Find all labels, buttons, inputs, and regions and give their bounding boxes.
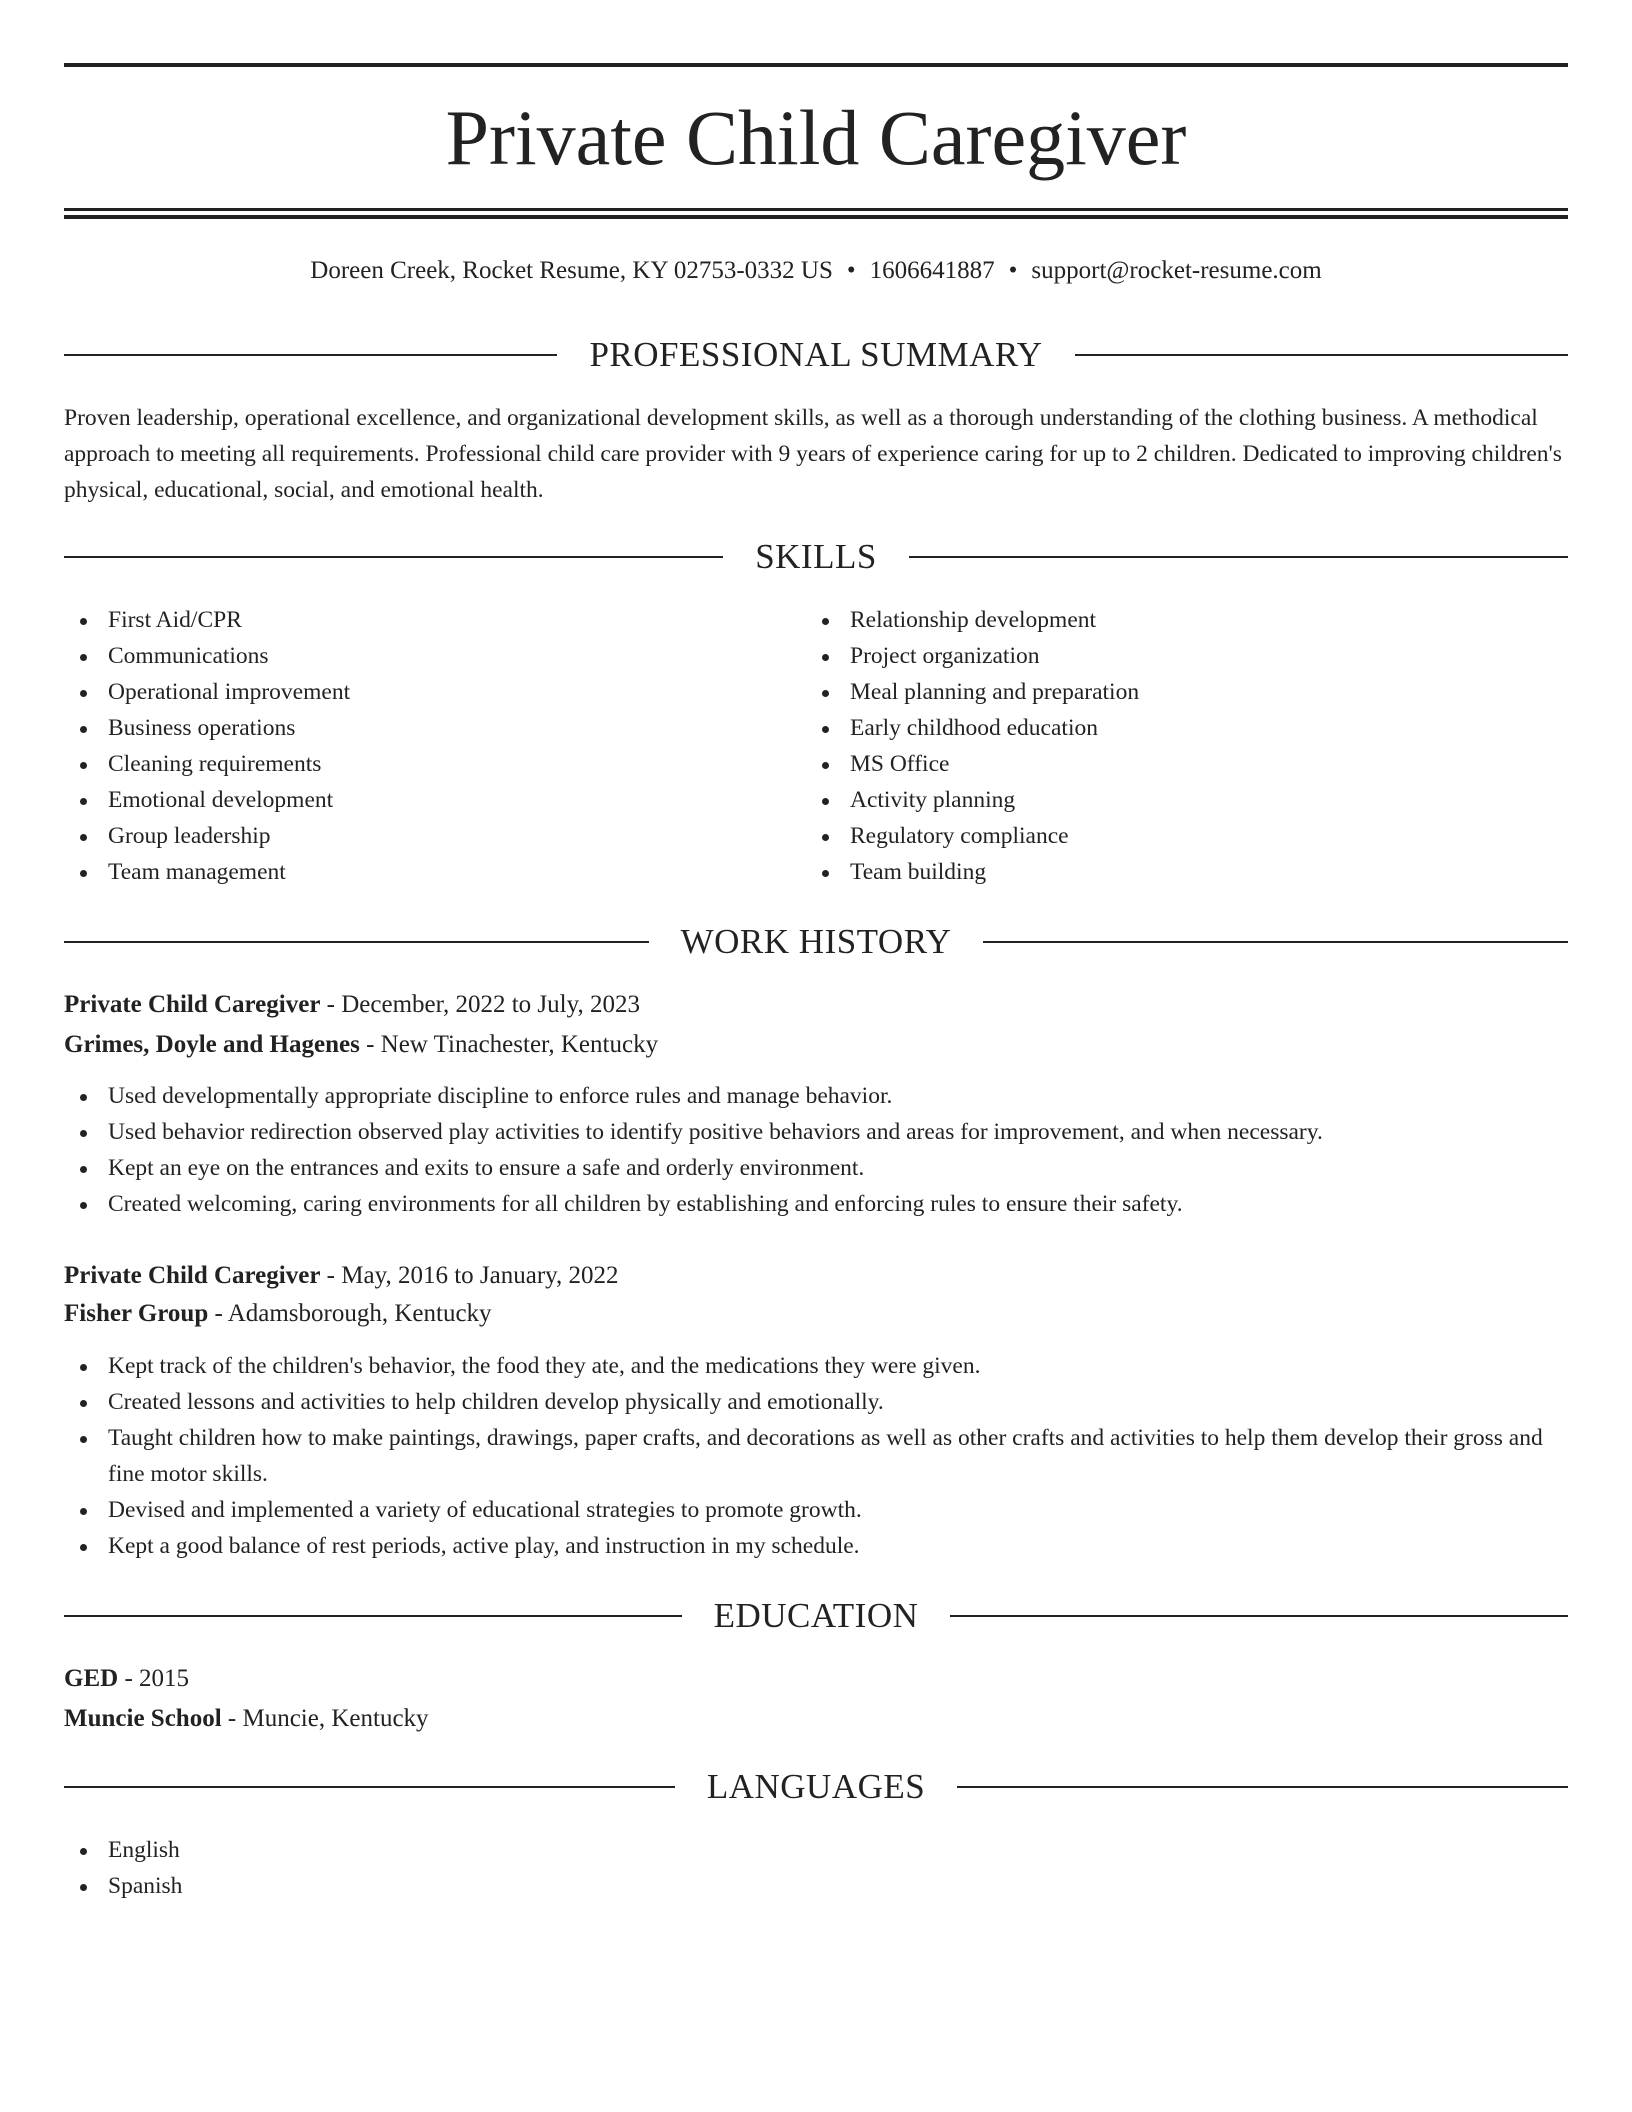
job-company: Fisher Group (64, 1300, 209, 1327)
language-item: English (64, 1832, 1568, 1868)
heading-rule (64, 556, 723, 558)
skill-item: Operational improvement (64, 674, 764, 710)
skill-item: First Aid/CPR (64, 602, 764, 638)
skill-item: Regulatory compliance (806, 818, 1506, 854)
job-bullet: Kept a good balance of rest periods, active play, and instruction in my schedule. (64, 1528, 1568, 1564)
skill-item: Team building (806, 854, 1506, 890)
skill-item: Early childhood education (806, 710, 1506, 746)
job-location: - New Tinachester, Kentucky (359, 1031, 659, 1058)
section-title: WORK HISTORY (680, 922, 952, 961)
job-company: Grimes, Doyle and Hagenes (64, 1031, 360, 1058)
resume-title: Private Child Caregiver (445, 94, 1187, 181)
job-title-line (64, 986, 1568, 1024)
job-bullets (64, 1348, 1568, 1564)
section-heading-languages (64, 1765, 1568, 1809)
section-title: SKILLS (755, 537, 877, 576)
job-bullet: Used developmentally appropriate discipline to enforce rules and manage behavior. (64, 1078, 1568, 1114)
contact-address: Doreen Creek, Rocket Resume, KY 02753-0332 US (310, 257, 833, 284)
title-rule-lower (64, 215, 1568, 219)
top-rule (64, 63, 1568, 67)
job-bullet: Created welcoming, caring environments for all children by establishing and enforcing rules to ensure their safety. (64, 1186, 1568, 1222)
education-location: - Muncie, Kentucky (221, 1705, 429, 1732)
heading-rule (983, 941, 1568, 943)
language-item: Spanish (64, 1868, 1568, 1904)
heading-rule (64, 354, 557, 356)
education-school: Muncie School (64, 1705, 222, 1732)
skills-list-right (806, 602, 1506, 890)
skill-item: Relationship development (806, 602, 1506, 638)
heading-rule (64, 1615, 682, 1617)
contact-separator: • (1008, 257, 1018, 284)
skill-item: Meal planning and preparation (806, 674, 1506, 710)
heading-rule (1075, 354, 1568, 356)
contact-separator: • (846, 257, 856, 284)
job-title-line (64, 1257, 1568, 1295)
job-title: Private Child Caregiver (64, 1262, 321, 1289)
title-rule-upper (64, 208, 1568, 211)
section-title: EDUCATION (713, 1596, 919, 1635)
skill-item: MS Office (806, 746, 1506, 782)
job-dates: - December, 2022 to July, 2023 (320, 991, 640, 1018)
job-bullet: Kept track of the children's behavior, the food they ate, and the medications they were given. (64, 1348, 1568, 1384)
education-degree-line (64, 1660, 1568, 1698)
job-bullet: Devised and implemented a variety of educational strategies to promote growth. (64, 1492, 1568, 1528)
skills-list-left (64, 602, 764, 890)
job-company-line (64, 1026, 1568, 1064)
section-heading-education (64, 1594, 1568, 1638)
contact-phone: 1606641887 (869, 257, 995, 284)
skill-item: Team management (64, 854, 764, 890)
job-dates: - May, 2016 to January, 2022 (320, 1262, 619, 1289)
education-school-line (64, 1700, 1568, 1738)
skill-item: Cleaning requirements (64, 746, 764, 782)
skill-item: Activity planning (806, 782, 1506, 818)
skill-item: Group leadership (64, 818, 764, 854)
skill-item: Communications (64, 638, 764, 674)
section-heading-summary (64, 333, 1568, 377)
contact-email: support@rocket-resume.com (1031, 257, 1322, 284)
languages-list (64, 1832, 1568, 1904)
job-bullet: Kept an eye on the entrances and exits to ensure a safe and orderly environment. (64, 1150, 1568, 1186)
job-bullet: Created lessons and activities to help children develop physically and emotionally. (64, 1384, 1568, 1420)
heading-rule (64, 941, 649, 943)
education-degree: GED (64, 1665, 119, 1692)
skill-item: Business operations (64, 710, 764, 746)
heading-rule (957, 1786, 1568, 1788)
job-company-line (64, 1295, 1568, 1333)
contact-line (64, 254, 1568, 288)
education-year: - 2015 (118, 1665, 190, 1692)
heading-rule (950, 1615, 1568, 1617)
job-bullets (64, 1078, 1568, 1222)
section-title: PROFESSIONAL SUMMARY (589, 335, 1043, 374)
job-bullet: Used behavior redirection observed play activities to identify positive behaviors and areas for improvement, and when necessary. (64, 1114, 1568, 1150)
heading-rule (909, 556, 1568, 558)
section-title: LANGUAGES (706, 1767, 926, 1806)
job-title: Private Child Caregiver (64, 991, 321, 1018)
skill-item: Project organization (806, 638, 1506, 674)
summary-text: Proven leadership, operational excellence, and organizational development skills, as well as a thorough understanding of the clothing business. A methodical approach to meeting all requirements. Professional child care provider with 9 years of experience caring for up to 2 children. Dedicated to improving children's physical, educational, social, and emotional health. (64, 405, 1562, 503)
job-bullet: Taught children how to make paintings, drawings, paper crafts, and decorations as well as other crafts and activities to help them develop their gross and fine motor skills. (64, 1420, 1568, 1492)
job-location: - Adamsborough, Kentucky (208, 1300, 492, 1327)
section-heading-work-history (64, 920, 1568, 964)
heading-rule (64, 1786, 675, 1788)
skill-item: Emotional development (64, 782, 764, 818)
section-heading-skills (64, 535, 1568, 579)
